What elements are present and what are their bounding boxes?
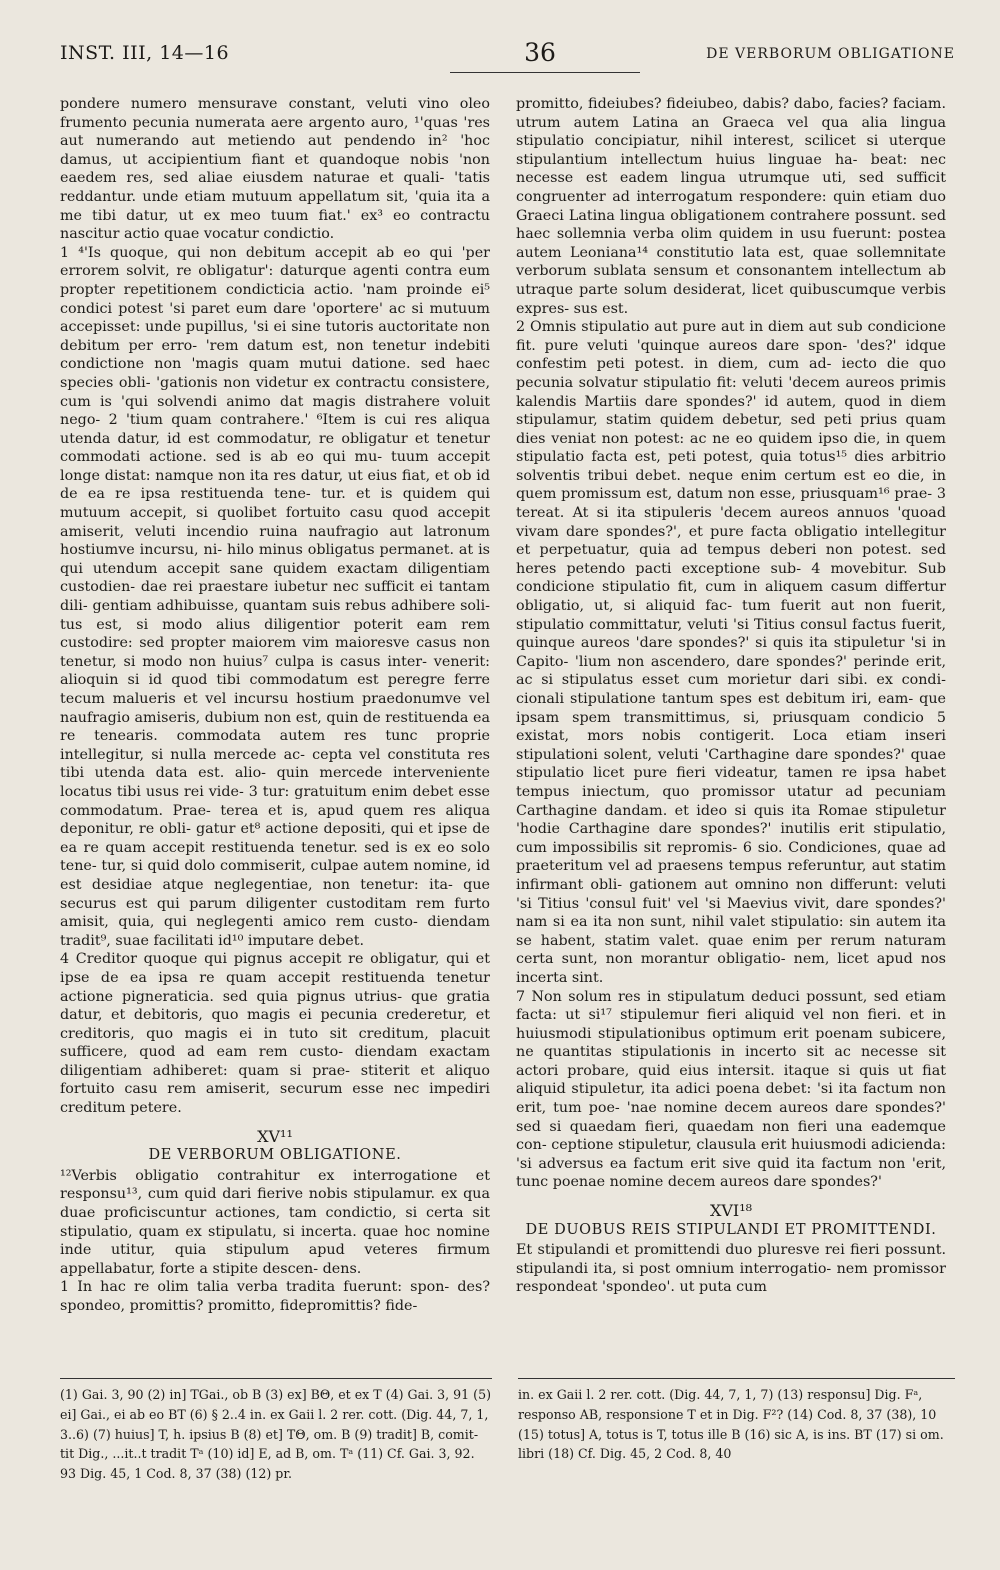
paragraph: promitto, fideiubes? fideiubeo, dabis? dabo, facies? faciam. utrum autem Latina an Graeca vel qua alia lingua stipulatio concipiatur, nihil interest, scilicet si uterque stipulantium intellectum huius linguae ha- beat: nec necesse est eadem lingua utrumque uti, sed sufficit congruenter ad interrogatum respondere: quin etiam duo Graeci Latina lingua obligationem contrahere possunt. sed haec sollemnia verba olim quidem in usu fuerunt: postea autem Leoniana¹⁴ constitutio lata est, quae sollemnitate verborum sublata sensum et consonantem intellectum ab utraque parte solum desiderat, licet quibuscumque verbis expres- sus est.	[516, 96, 946, 317]
section-title: DE DUOBUS REIS STIPULANDI ET PROMITTENDI.	[525, 1221, 937, 1238]
paragraph: ¹²Verbis obligatio contrahitur ex interrogatione et responsu¹³, cum quid dari fierive nobis stipulamur. ex qua duae proficiscuntur actiones, tam condictio, si certa sit stipulatio, quam ex stipulatu, si incerta. quae hoc nomine inde utitur, quia stipulum apud veteres firmum appellabatur, forte a stipite descen- dens.	[60, 1167, 490, 1277]
paragraph: 4 Creditor quoque qui pignus accepit re obligatur, qui et ipse de ea ipsa re quam accepit restituenda tenetur actione pigneraticia. sed quia pignus utrius- que gratia datur, et debitoris, quo magis ei pecunia crederetur, et creditoris, quo magis ei in tuto sit creditum, placuit sufficere, quod ad eam rem custo- diendam exactam diligentiam adhiberet: quam si prae- stiterit et aliquo fortuito casu rem amiserit, securum esse nec impediri creditum petere.	[60, 951, 490, 1117]
header-rule	[450, 72, 640, 73]
paragraph: Et stipulandi et promittendi duo pluresve rei fieri possunt. stipulandi ita, si post omnium interrogatio- nem promissor respondeat 'spondeo'. ut puta cum	[516, 1242, 946, 1296]
footnote-rule	[518, 1378, 955, 1379]
section-number: XVI¹⁸	[709, 1201, 753, 1221]
paragraph: 1 In hac re olim talia verba tradita fuerunt: spon- des? spondeo, promittis? promitto, fidepromittis? fide-	[60, 1279, 490, 1314]
section-number: XV¹¹	[257, 1126, 293, 1146]
paragraph: pondere numero mensurave constant, veluti vino oleo frumento pecunia numerata aere argento auro, ¹'quas 'res aut numerando aut metiendo aut pendendo in² 'hoc damus, ut accipientium fiant et quandoque nobis 'non eaedem res, sed aliae eiusdem naturae et quali- 'tatis reddantur. unde etiam mutuum appellatum sit, 'quia ita a me tibi datur, ut ex meo tuum fiat.' ex³ eo contractu nascitur actio quae vocatur condictio.	[60, 96, 490, 243]
footnote-text: (1) Gai. 3, 90 (2) in] TGai., ob B (3) ex] BΘ, et ex T (4) Gai. 3, 91 (5) ei] Gai., ei ab eo BT (6) § 2..4 in. ex Gaii l. 2 rer. cott. (Dig. 44, 7, 1, 3..6) (7) huius] T, h. ipsius B (8) et] TΘ, om. B (9) tradit] B, comit- tit Dig., ...it..t tradit Tᵃ (10) id] E, ad B, om. Tᵃ (11) Cf. Gai. 3, 92. 93 Dig. 45, 1 Cod. 8, 37 (38) (12) pr.	[60, 1387, 492, 1482]
page-number: 36	[524, 38, 556, 67]
running-header	[60, 38, 955, 76]
footnotes-right	[518, 1385, 955, 1485]
paragraph: 2 Omnis stipulatio aut pure aut in diem aut sub condicione fit. pure veluti 'quinque aureos dare spon- 'des?' idque confestim peti potest. in diem, cum ad- iecto die quo pecunia solvatur stipulatio fit: veluti 'decem aureos primis kalendis Martiis dare spondes?' id autem, quod in diem stipulamur, statim quidem debetur, sed peti prius quam dies veniat non potest: ac ne eo quidem ipso die, in quem stipulatio facta est, peti potest, quia totus¹⁵ dies arbitrio solventis tribui debet. neque enim certum est eo die, in quem promissum est, datum non esse, priusquam¹⁶ prae- 3 tereat. At si ita stipuleris 'decem aureos annuos 'quoad vivam dare spondes?', et pure facta obligatio intellegitur et perpetuatur, quia ad tempus deberi non potest. sed heres petendo pacti exceptione sub- 4 movebitur. Sub condicione stipulatio fit, cum in aliquem casum differtur obligatio, ut, si aliquid fac- tum fuerit aut non fuerit, stipulatio committatur, veluti 'si Titius consul factus fuerit, quinque aureos 'dare spondes?' si quis ita stipuletur 'si in Capito- 'lium non ascendero, dare spondes?' perinde erit, ac si stipulatus esset cum morietur dari sibi. ex condi- cionali stipulatione tantum spes est debitum iri, eam- que ipsam spem transmittimus, si, priusquam condicio 5 existat, mors nobis contigerit. Loca etiam inseri stipulationi solent, veluti 'Carthagine dare spondes?' quae stipulatio licet pure fieri videatur, tamen re ipsa habet tempus iniectum, quo promissor utatur ad pecuniam Carthagine dandam. et ideo si quis ita Romae stipuletur 'hodie Carthagine dare spondes?' inutilis erit stipulatio, cum impossibilis sit repromis- 6 sio. Condiciones, quae ad praeteritum vel ad praesens tempus referuntur, aut statim infirmant obli- gationem aut omnino non differunt: veluti 'si Titius 'consul fuit' vel 'si Maevius vivit, dare spondes?' nam si ea ita non sunt, nihil valet stipulatio: sin autem ita se habent, statim valet. quae enim per rerum naturam certa sunt, non morantur obligatio- nem, licet apud nos incerta sint.	[516, 319, 946, 986]
header-right-title: DE VERBORUM OBLIGATIONE	[706, 46, 955, 62]
paragraph: 7 Non solum res in stipulatum deduci possunt, sed etiam facta: ut si¹⁷ stipulemur fieri aliquid vel non fieri. et in huiusmodi stipulationibus optimum erit poenam subicere, ne quantitas stipulationis in incerto sit ac necesse sit actori probare, quid eius intersit. itaque si quis ut fiat aliquid stipuletur, ita adici poena debet: 'si ita factum non erit, tum poe- 'nae nomine decem aureos dare spondes?' sed si quaedam fieri, quaedam non fieri una eademque con- ceptione stipuletur, clausula erit huiusmodi adicienda: 'si adversus ea factum erit sive quid ita factum non 'erit, tunc poenae nomine decem aureos dare spondes?'	[516, 988, 946, 1191]
footnotes-left	[60, 1385, 492, 1485]
footnote-text: in. ex Gaii l. 2 rer. cott. (Dig. 44, 7, 1, 7) (13) responsu] Dig. Fᵃ, responso AB, responsione T et in Dig. F²? (14) Cod. 8, 37 (38), 10 (15) totus] A, totus is T, totus ille B (16) sic A, is ins. BT (17) si om. libri (18) Cf. Dig. 45, 2 Cod. 8, 40	[518, 1387, 944, 1462]
left-column	[60, 95, 490, 1316]
paragraph: 1 ⁴'Is quoque, qui non debitum accepit ab eo qui 'per errorem solvit, re obligatur': daturque agenti contra eum propter repetitionem condicticia actio. 'nam proinde ei⁵ condici potest 'si paret eum dare 'oportere' ac si mutuum accepisset: unde pupillus, 'si ei sine tutoris auctoritate non debitum per erro- 'rem datum est, non tenetur indebiti condictione non 'magis quam mutui datione. sed haec species obli- 'gationis non videtur ex contractu consistere, cum is 'qui solvendi animo dat magis distrahere voluit nego- 2 'tium quam contrahere.' ⁶Item is cui res aliqua utenda datur, id est commodatur, re obligatur et tenetur commodati actione. sed is ab eo qui mu- tuum accepit longe distat: namque non ita res datur, ut eius fiat, et ob id de ea re ipsa restituenda tene- tur. et is quidem qui mutuum accepit, si quolibet fortuito casu quod accepit amiserit, veluti incendio ruina naufragio aut latronum hostiumve incursu, ni- hilo minus obligatus permanet. at is qui utendum accepit sane quidem exactam diligentiam custodien- dae rei praestare iubetur nec sufficit ei tantam dili- gentiam adhibuisse, quantam suis rebus adhibere soli- tus est, si modo alius diligentior poterit eam rem custodire: sed propter maiorem vim maioresve casus non tenetur, si modo non huius⁷ culpa is casus inter- venerit: alioquin si id quod tibi commodatum est peregre ferre tecum malueris et vel incursu hostium praedonumve vel naufragio amiseris, dubium non est, quin de restituenda ea re tenearis. commodata autem res tunc proprie intellegitur, si nulla mercede ac- cepta vel constituta res tibi utenda data est. alio- quin mercede interveniente locatus tibi usus rei vide- 3 tur: gratuitum enim debet esse commodatum. Prae- terea et is, apud quem res aliqua deponitur, re obli- gatur et⁸ actione depositi, qui et ipse de ea re quam accepit restituenda tenetur. sed is ex eo solo tene- tur, si quid dolo commiserit, culpae autem nomine, id est desidiae atque neglegentiae, non tenetur: ita- que securus est qui parum diligenter custoditam rem furto amisit, quia, qui neglegenti amico rem custo- diendam tradit⁹, suae facilitati id¹⁰ imputare debet.	[60, 244, 490, 949]
right-column	[516, 95, 946, 1297]
section-title: DE VERBORUM OBLIGATIONE.	[148, 1147, 402, 1164]
header-left-reference: INST. III, 14—16	[60, 42, 230, 64]
footnote-rule	[60, 1378, 492, 1379]
